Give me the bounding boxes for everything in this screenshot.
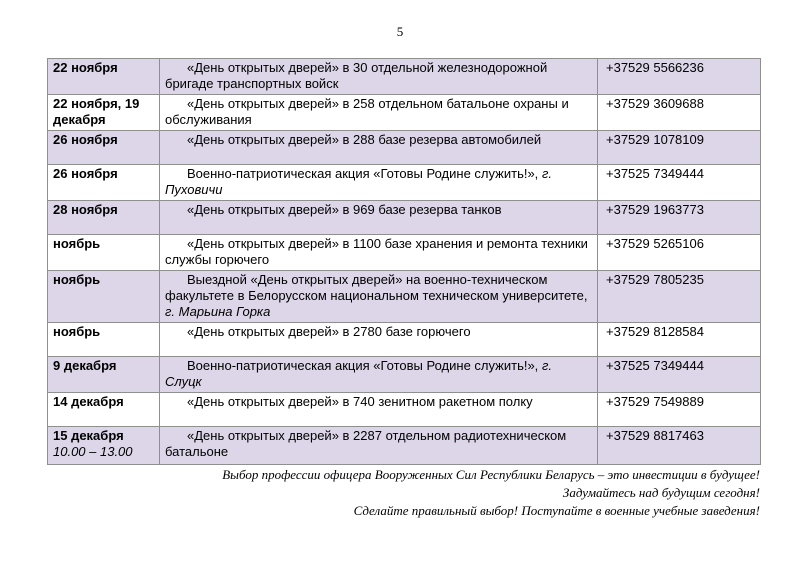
event-date-text: 26 ноября: [53, 166, 118, 181]
event-date-text: 14 декабря: [53, 394, 124, 409]
event-date: [48, 95, 160, 131]
event-phone: +37529 7549889: [598, 393, 761, 427]
event-description: [160, 59, 598, 95]
event-date-text: 9 декабря: [53, 358, 117, 373]
event-description-text: «День открытых дверей» в 1100 базе хранения и ремонта техники службы горючего: [165, 236, 588, 267]
event-date: [48, 393, 160, 427]
event-description-text: Военно-патриотическая акция «Готовы Родине служить!»,: [187, 358, 539, 373]
event-date-text: ноябрь: [53, 324, 101, 339]
event-date: [48, 235, 160, 271]
page-number: 5: [396, 24, 404, 39]
event-phone: +37529 7805235: [598, 271, 761, 323]
footer-slogans: [47, 466, 760, 520]
table-row: [48, 427, 761, 465]
event-description: [160, 323, 598, 357]
table-row: [48, 131, 761, 165]
event-phone: +37525 7349444: [598, 357, 761, 393]
event-description: [160, 427, 598, 465]
event-date-text: ноябрь: [53, 272, 101, 287]
table-row: [48, 271, 761, 323]
event-description: [160, 131, 598, 165]
event-date: [48, 165, 160, 201]
event-phone: +37529 8817463: [598, 427, 761, 465]
event-description: [160, 271, 598, 323]
event-description: [160, 95, 598, 131]
events-table-body: [48, 59, 761, 465]
event-description-text: «День открытых дверей» в 969 базе резерва танков: [187, 202, 502, 217]
event-date-text: ноябрь: [53, 236, 101, 251]
event-place: г. Слуцк: [165, 358, 552, 389]
table-row: [48, 235, 761, 271]
footer-line-2: Задумайтесь над будущим сегодня!: [562, 485, 760, 500]
table-row: [48, 95, 761, 131]
event-date: [48, 201, 160, 235]
table-row: [48, 165, 761, 201]
event-description-text: «День открытых дверей» в 2780 базе горючего: [187, 324, 471, 339]
event-date: [48, 323, 160, 357]
event-description: [160, 201, 598, 235]
footer-line-1: Выбор профессии офицера Вооруженных Сил Республики Беларусь – это инвестиции в будущее!: [222, 467, 760, 482]
table-row: [48, 357, 761, 393]
event-description-text: «День открытых дверей» в 288 базе резерва автомобилей: [187, 132, 542, 147]
event-date: [48, 357, 160, 393]
event-date: [48, 271, 160, 323]
event-place: г. Пуховичи: [165, 166, 552, 197]
event-date-text: 22 ноября: [53, 60, 118, 75]
event-date-text: 26 ноября: [53, 132, 118, 147]
event-phone: +37529 5566236: [598, 59, 761, 95]
table-row: [48, 323, 761, 357]
event-phone: +37525 7349444: [598, 165, 761, 201]
event-description-text: Выездной «День открытых дверей» на военно-техническом факультете в Белорусском национальном техническом университете,: [165, 272, 588, 303]
event-date: [48, 131, 160, 165]
event-date-text: 28 ноября: [53, 202, 118, 217]
table-row: [48, 201, 761, 235]
event-date: [48, 427, 160, 465]
event-phone: +37529 3609688: [598, 95, 761, 131]
event-description-text: «День открытых дверей» в 740 зенитном ракетном полку: [187, 394, 533, 409]
events-table: [47, 58, 761, 465]
event-place: г. Марьина Горка: [165, 304, 271, 319]
event-phone: +37529 1963773: [598, 201, 761, 235]
event-time: 10.00 – 13.00: [53, 444, 133, 459]
footer-line-3: Сделайте правильный выбор! Поступайте в военные учебные заведения!: [353, 503, 760, 518]
event-description: [160, 393, 598, 427]
event-description-text: «День открытых дверей» в 2287 отдельном радиотехническом батальоне: [165, 428, 567, 459]
event-date: [48, 59, 160, 95]
event-description: [160, 235, 598, 271]
event-phone: +37529 1078109: [598, 131, 761, 165]
event-description-text: «День открытых дверей» в 258 отдельном батальоне охраны и обслуживания: [165, 96, 569, 127]
event-description: [160, 165, 598, 201]
table-row: [48, 59, 761, 95]
event-description: [160, 357, 598, 393]
event-date-text: 15 декабря: [53, 428, 124, 443]
event-phone: +37529 8128584: [598, 323, 761, 357]
table-row: [48, 393, 761, 427]
event-description-text: «День открытых дверей» в 30 отдельной железнодорожной бригаде транспортных войск: [165, 60, 548, 91]
event-date-text: 22 ноября, 19 декабря: [53, 96, 140, 127]
event-description-text: Военно-патриотическая акция «Готовы Родине служить!»,: [187, 166, 539, 181]
event-phone: +37529 5265106: [598, 235, 761, 271]
